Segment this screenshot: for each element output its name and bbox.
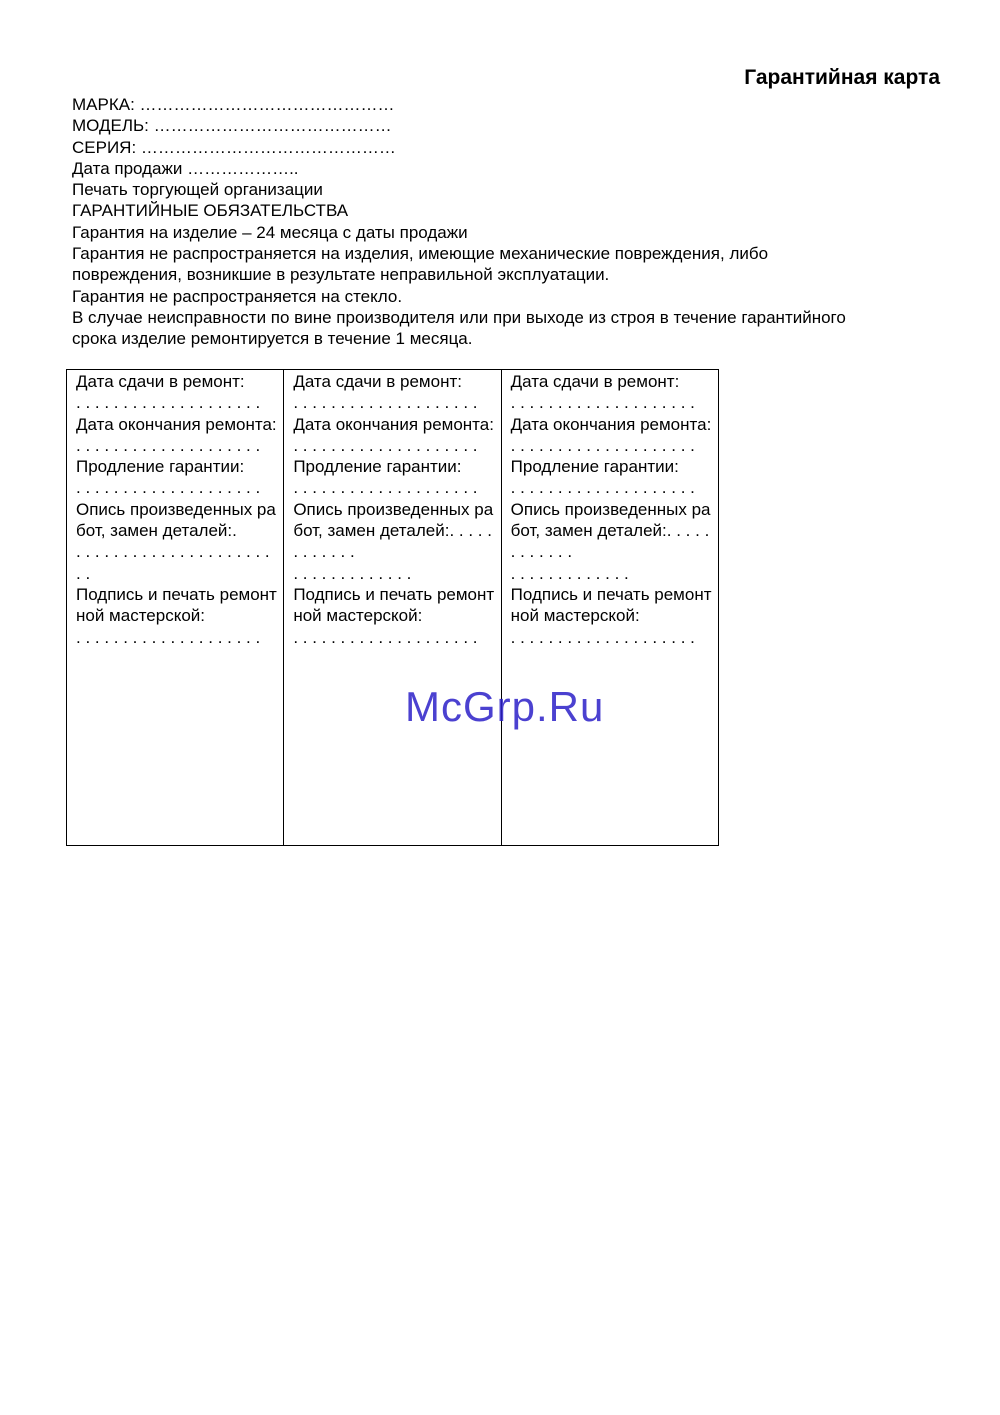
warranty-term-line: Гарантия на изделие – 24 месяца с даты продажи (72, 222, 468, 242)
works-dots: . . . . . . . . . . . . . (293, 563, 412, 583)
extension-dots: . . . . . . . . . . . . . . . . . . . . (510, 478, 695, 498)
end-date-label: Дата окончания ремонта: (510, 414, 712, 434)
warranty-text (72, 94, 952, 350)
repair-date-dots: . . . . . . . . . . . . . . . . . . . . (76, 393, 261, 413)
repair-terms-line-2: срока изделие ремонтируется в течение 1 месяца. (72, 329, 473, 349)
end-date-label: Дата окончания ремонта: (76, 414, 277, 434)
series-line: СЕРИЯ: ……………………………………… (72, 137, 396, 157)
end-date-dots: . . . . . . . . . . . . . . . . . . . . (510, 435, 695, 455)
exclusion-line-2: повреждения, возникшие в результате неправильной эксплуатации. (72, 265, 610, 285)
repair-column-2 (284, 370, 501, 846)
repair-date-dots: . . . . . . . . . . . . . . . . . . . . (293, 393, 478, 413)
end-date-dots: . . . . . . . . . . . . . . . . . . . . (76, 435, 261, 455)
signature-dots: . . . . . . . . . . . . . . . . . . . . (510, 627, 695, 647)
works-dots: . . . . . . . . . . . . . . . . . . . . . . . (76, 542, 270, 583)
signature-dots: . . . . . . . . . . . . . . . . . . . . (76, 627, 261, 647)
extension-label: Продление гарантии: (76, 457, 245, 477)
signature-label: Подпись и печать ремонтной мастерской: (510, 584, 712, 626)
watermark: McGrp.Ru (405, 683, 605, 730)
model-line: МОДЕЛЬ: …………………………………… (72, 116, 392, 136)
repair-date-dots: . . . . . . . . . . . . . . . . . . . . (510, 393, 695, 413)
table-row (67, 370, 719, 846)
extension-label: Продление гарантии: (293, 457, 462, 477)
repair-date-label: Дата сдачи в ремонт: (76, 372, 245, 391)
repair-terms-line-1: В случае неисправности по вине производителя или при выходе из строя в течение гарантийного (72, 307, 846, 327)
signature-dots: . . . . . . . . . . . . . . . . . . . . (293, 627, 478, 647)
repair-column-1 (67, 370, 284, 846)
extension-dots: . . . . . . . . . . . . . . . . . . . . (76, 478, 261, 498)
glass-exclusion-line: Гарантия не распространяется на стекло. (72, 286, 403, 306)
obligations-heading: ГАРАНТИЙНЫЕ ОБЯЗАТЕЛЬСТВА (72, 201, 349, 221)
repair-date-label: Дата сдачи в ремонт: (293, 372, 462, 391)
signature-label: Подпись и печать ремонтной мастерской: (293, 584, 495, 626)
repair-record-table (66, 369, 719, 846)
page-title: Гарантийная карта (744, 66, 940, 89)
extension-label: Продление гарантии: (510, 457, 679, 477)
works-dots: . . . . . . . . . . . . . (510, 563, 629, 583)
end-date-label: Дата окончания ремонта: (293, 414, 494, 434)
brand-line: МАРКА: ……………………………………… (72, 95, 395, 114)
exclusion-line-1: Гарантия не распространяется на изделия, имеющие механические повреждения, либо (72, 244, 769, 264)
works-label: Опись произведенных работ, замен деталей:. . . . . . . . . . . . (293, 499, 494, 562)
end-date-dots: . . . . . . . . . . . . . . . . . . . . (293, 435, 478, 455)
repair-date-label: Дата сдачи в ремонт: (510, 372, 680, 391)
works-label: Опись произведенных работ, замен деталей:. . . . . . . . . . . . (510, 499, 711, 562)
repair-column-3 (501, 370, 718, 846)
store-stamp-line: Печать торгующей организации (72, 180, 323, 200)
signature-label: Подпись и печать ремонтной мастерской: (76, 584, 277, 626)
sale-date-line: Дата продажи ……………….. (72, 158, 299, 178)
extension-dots: . . . . . . . . . . . . . . . . . . . . (293, 478, 478, 498)
works-label: Опись произведенных работ, замен деталей:. (76, 499, 276, 541)
